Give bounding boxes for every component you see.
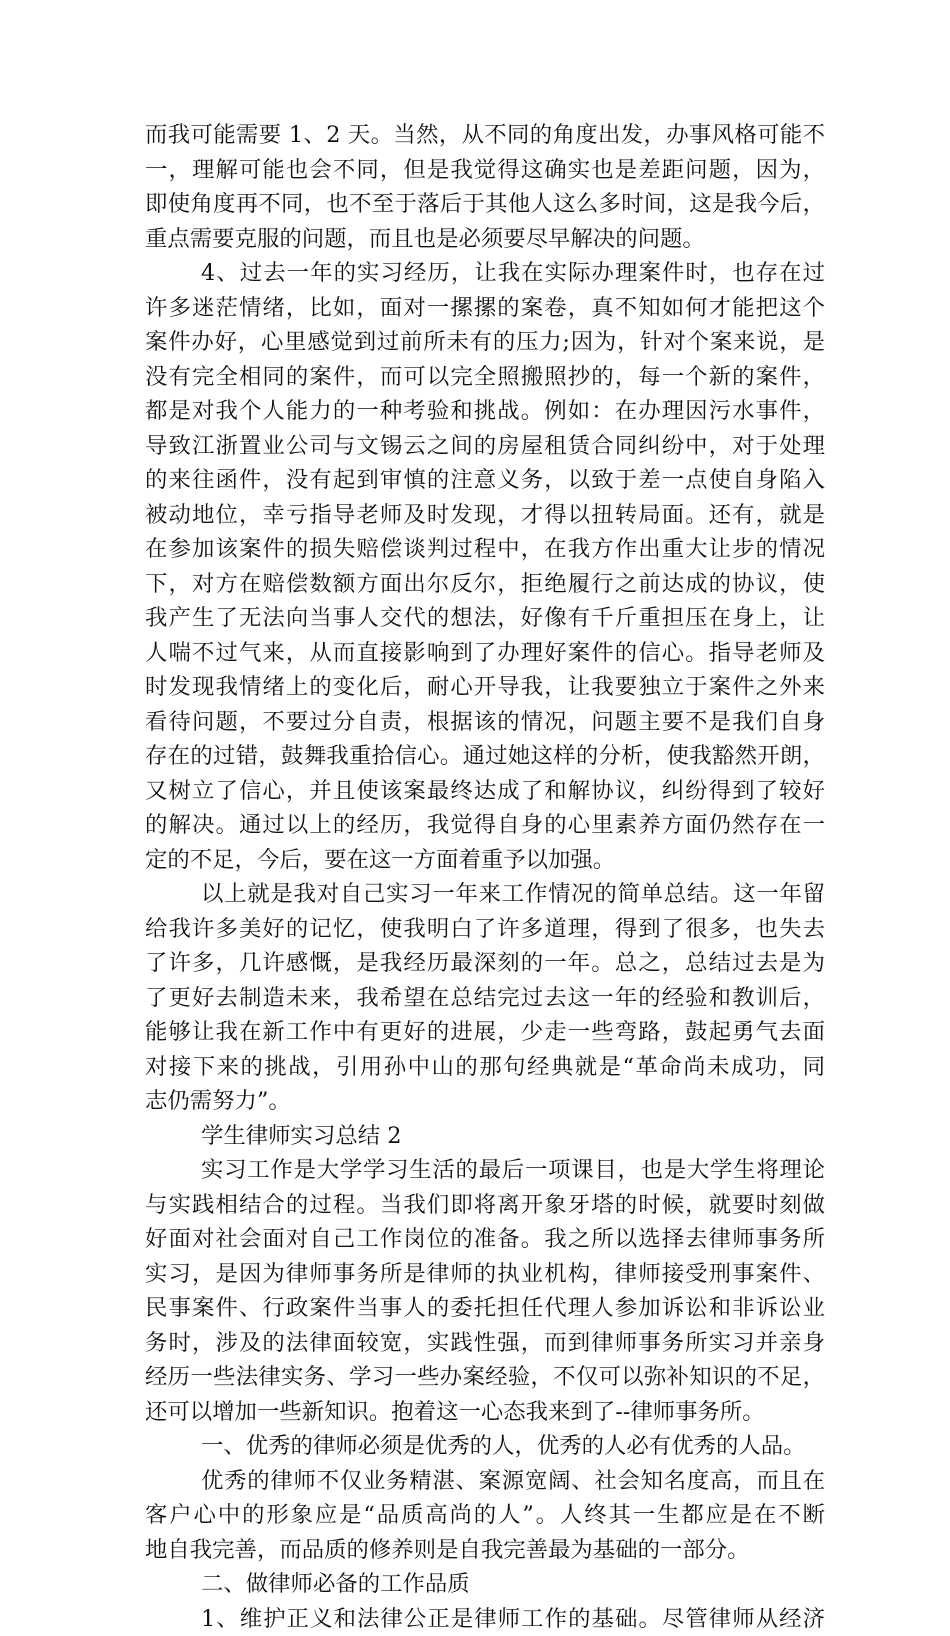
text-line: 一，理解可能也会不同，但是我觉得这确实也是差距问题，因为， [145,153,825,188]
text-line: 即使角度再不同，也不至于落后于其他人这么多时间，这是我今后， [145,187,825,222]
text-line: 了许多，几许感慨，是我经历最深刻的一年。总之，总结过去是为 [145,946,825,981]
text-line: 对接下来的挑战，引用孙中山的那句经典就是“革命尚未成功，同 [145,1050,825,1085]
text-line: 许多迷茫情绪，比如，面对一摞摞的案卷，真不知如何才能把这个 [145,291,825,326]
text-line: 二、做律师必备的工作品质 [145,1567,825,1602]
text-line: 一、优秀的律师必须是优秀的人，优秀的人必有优秀的人品。 [145,1429,825,1464]
text-line: 而我可能需要 1、2 天。当然，从不同的角度出发，办事风格可能不 [145,118,825,153]
paragraph [145,877,825,1119]
paragraph [145,1567,825,1602]
text-line: 在参加该案件的损失赔偿谈判过程中，在我方作出重大让步的情况 [145,532,825,567]
text-line: 又树立了信心，并且使该案最终达成了和解协议，纠纷得到了较好 [145,774,825,809]
paragraph [145,256,825,877]
text-line: 客户心中的形象应是“品质高尚的人”。人终其一生都应是在不断 [145,1498,825,1533]
text-line: 经历一些法律实务、学习一些办案经验，不仅可以弥补知识的不足， [145,1360,825,1395]
text-line: 没有完全相同的案件，而可以完全照搬照抄的，每一个新的案件， [145,360,825,395]
text-line: 的解决。通过以上的经历，我觉得自身的心里素养方面仍然存在一 [145,808,825,843]
paragraph [145,1153,825,1429]
text-line: 与实践相结合的过程。当我们即将离开象牙塔的时候，就要时刻做 [145,1188,825,1223]
paragraph [145,1429,825,1464]
text-line: 的来往函件，没有起到审慎的注意义务，以致于差一点使自身陷入 [145,463,825,498]
text-line: 都是对我个人能力的一种考验和挑战。例如：在办理因污水事件， [145,394,825,429]
text-line: 看待问题，不要过分自责，根据该的情况，问题主要不是我们自身 [145,705,825,740]
text-line: 以上就是我对自己实习一年来工作情况的简单总结。这一年留 [145,877,825,912]
text-line: 案件办好，心里感觉到过前所未有的压力;因为，针对个案来说，是 [145,325,825,360]
text-line: 1、维护正义和法律公正是律师工作的基础。尽管律师从经济 [145,1602,825,1636]
text-line: 学生律师实习总结 2 [145,1119,825,1154]
text-line: 了更好去制造未来，我希望在总结完过去这一年的经验和教训后， [145,981,825,1016]
text-line: 志仍需努力”。 [145,1084,825,1119]
text-line: 我产生了无法向当事人交代的想法，好像有千斤重担压在身上，让 [145,601,825,636]
text-line: 实习工作是大学学习生活的最后一项课目，也是大学生将理论 [145,1153,825,1188]
text-line: 时发现我情绪上的变化后，耐心开导我，让我要独立于案件之外来 [145,670,825,705]
text-line: 定的不足，今后，要在这一方面着重予以加强。 [145,843,825,878]
text-line: 优秀的律师不仅业务精湛、案源宽阔、社会知名度高，而且在 [145,1464,825,1499]
paragraph [145,1602,825,1636]
text-line: 被动地位，幸亏指导老师及时发现，才得以扭转局面。还有，就是 [145,498,825,533]
text-line: 地自我完善，而品质的修养则是自我完善最为基础的一部分。 [145,1533,825,1568]
paragraph [145,1464,825,1568]
text-line: 4、过去一年的实习经历，让我在实际办理案件时，也存在过 [145,256,825,291]
text-line: 导致江浙置业公司与文锡云之间的房屋租赁合同纠纷中，对于处理 [145,429,825,464]
text-line: 人喘不过气来，从而直接影响到了办理好案件的信心。指导老师及 [145,636,825,671]
text-line: 下，对方在赔偿数额方面出尔反尔，拒绝履行之前达成的协议，使 [145,567,825,602]
text-line: 还可以增加一些新知识。抱着这一心态我来到了--律师事务所。 [145,1395,825,1430]
paragraph [145,118,825,256]
document-page [145,118,825,1636]
text-line: 能够让我在新工作中有更好的进展，少走一些弯路，鼓起勇气去面 [145,1015,825,1050]
text-line: 存在的过错，鼓舞我重拾信心。通过她这样的分析，使我豁然开朗， [145,739,825,774]
text-line: 实习，是因为律师事务所是律师的执业机构，律师接受刑事案件、 [145,1257,825,1292]
text-line: 民事案件、行政案件当事人的委托担任代理人参加诉讼和非诉讼业 [145,1291,825,1326]
text-line: 给我许多美好的记忆，使我明白了许多道理，得到了很多，也失去 [145,912,825,947]
text-line: 重点需要克服的问题，而且也是必须要尽早解决的问题。 [145,222,825,257]
text-line: 务时，涉及的法律面较宽，实践性强，而到律师事务所实习并亲身 [145,1326,825,1361]
section-heading [145,1119,825,1154]
text-line: 好面对社会面对自己工作岗位的准备。我之所以选择去律师事务所 [145,1222,825,1257]
